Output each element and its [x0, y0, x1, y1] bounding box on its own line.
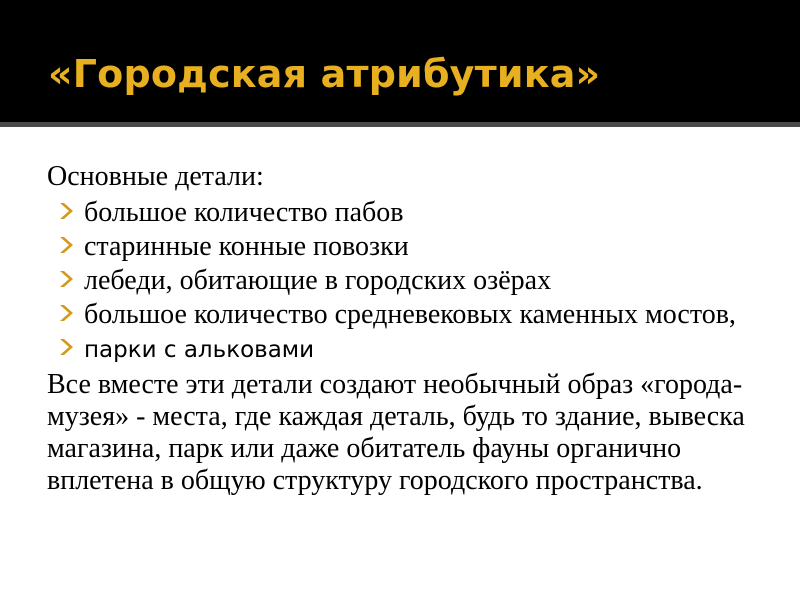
- slide-content: [47, 161, 747, 497]
- bullet-item: [47, 231, 747, 263]
- lead-text: Основные детали:: [47, 161, 264, 192]
- chevron-right-arrow-icon: [57, 267, 75, 291]
- bullet-text: большое количество средневековых каменных мостов,: [84, 299, 736, 330]
- bullet-text: лебеди, обитающие в городских озёрах: [84, 265, 552, 296]
- chevron-right-arrow-icon: [57, 301, 75, 325]
- bullet-text: старинные конные повозки: [84, 231, 409, 262]
- bullet-item: [47, 265, 747, 297]
- title-bar: [0, 0, 800, 122]
- bullet-list: [47, 197, 747, 366]
- chevron-right-arrow-icon: [57, 199, 75, 223]
- bullet-text: большое количество пабов: [84, 197, 404, 228]
- slide-title: «Городская атрибутика»: [48, 52, 601, 96]
- bullet-item: [47, 299, 747, 331]
- chevron-right-arrow-icon: [57, 335, 75, 359]
- slide-body: [0, 127, 800, 600]
- chevron-right-arrow-icon: [57, 233, 75, 257]
- closing-paragraph: Все вместе эти детали создают необычный образ «города-музея» - места, где каждая деталь, будь то здание, вывеска магазина, парк или даже обитатель фауны органично вплетена в общую структуру городского пространства.: [47, 369, 745, 496]
- bullet-text: парки с альковами: [84, 337, 315, 363]
- bullet-item: [47, 333, 747, 366]
- bullet-item: [47, 197, 747, 229]
